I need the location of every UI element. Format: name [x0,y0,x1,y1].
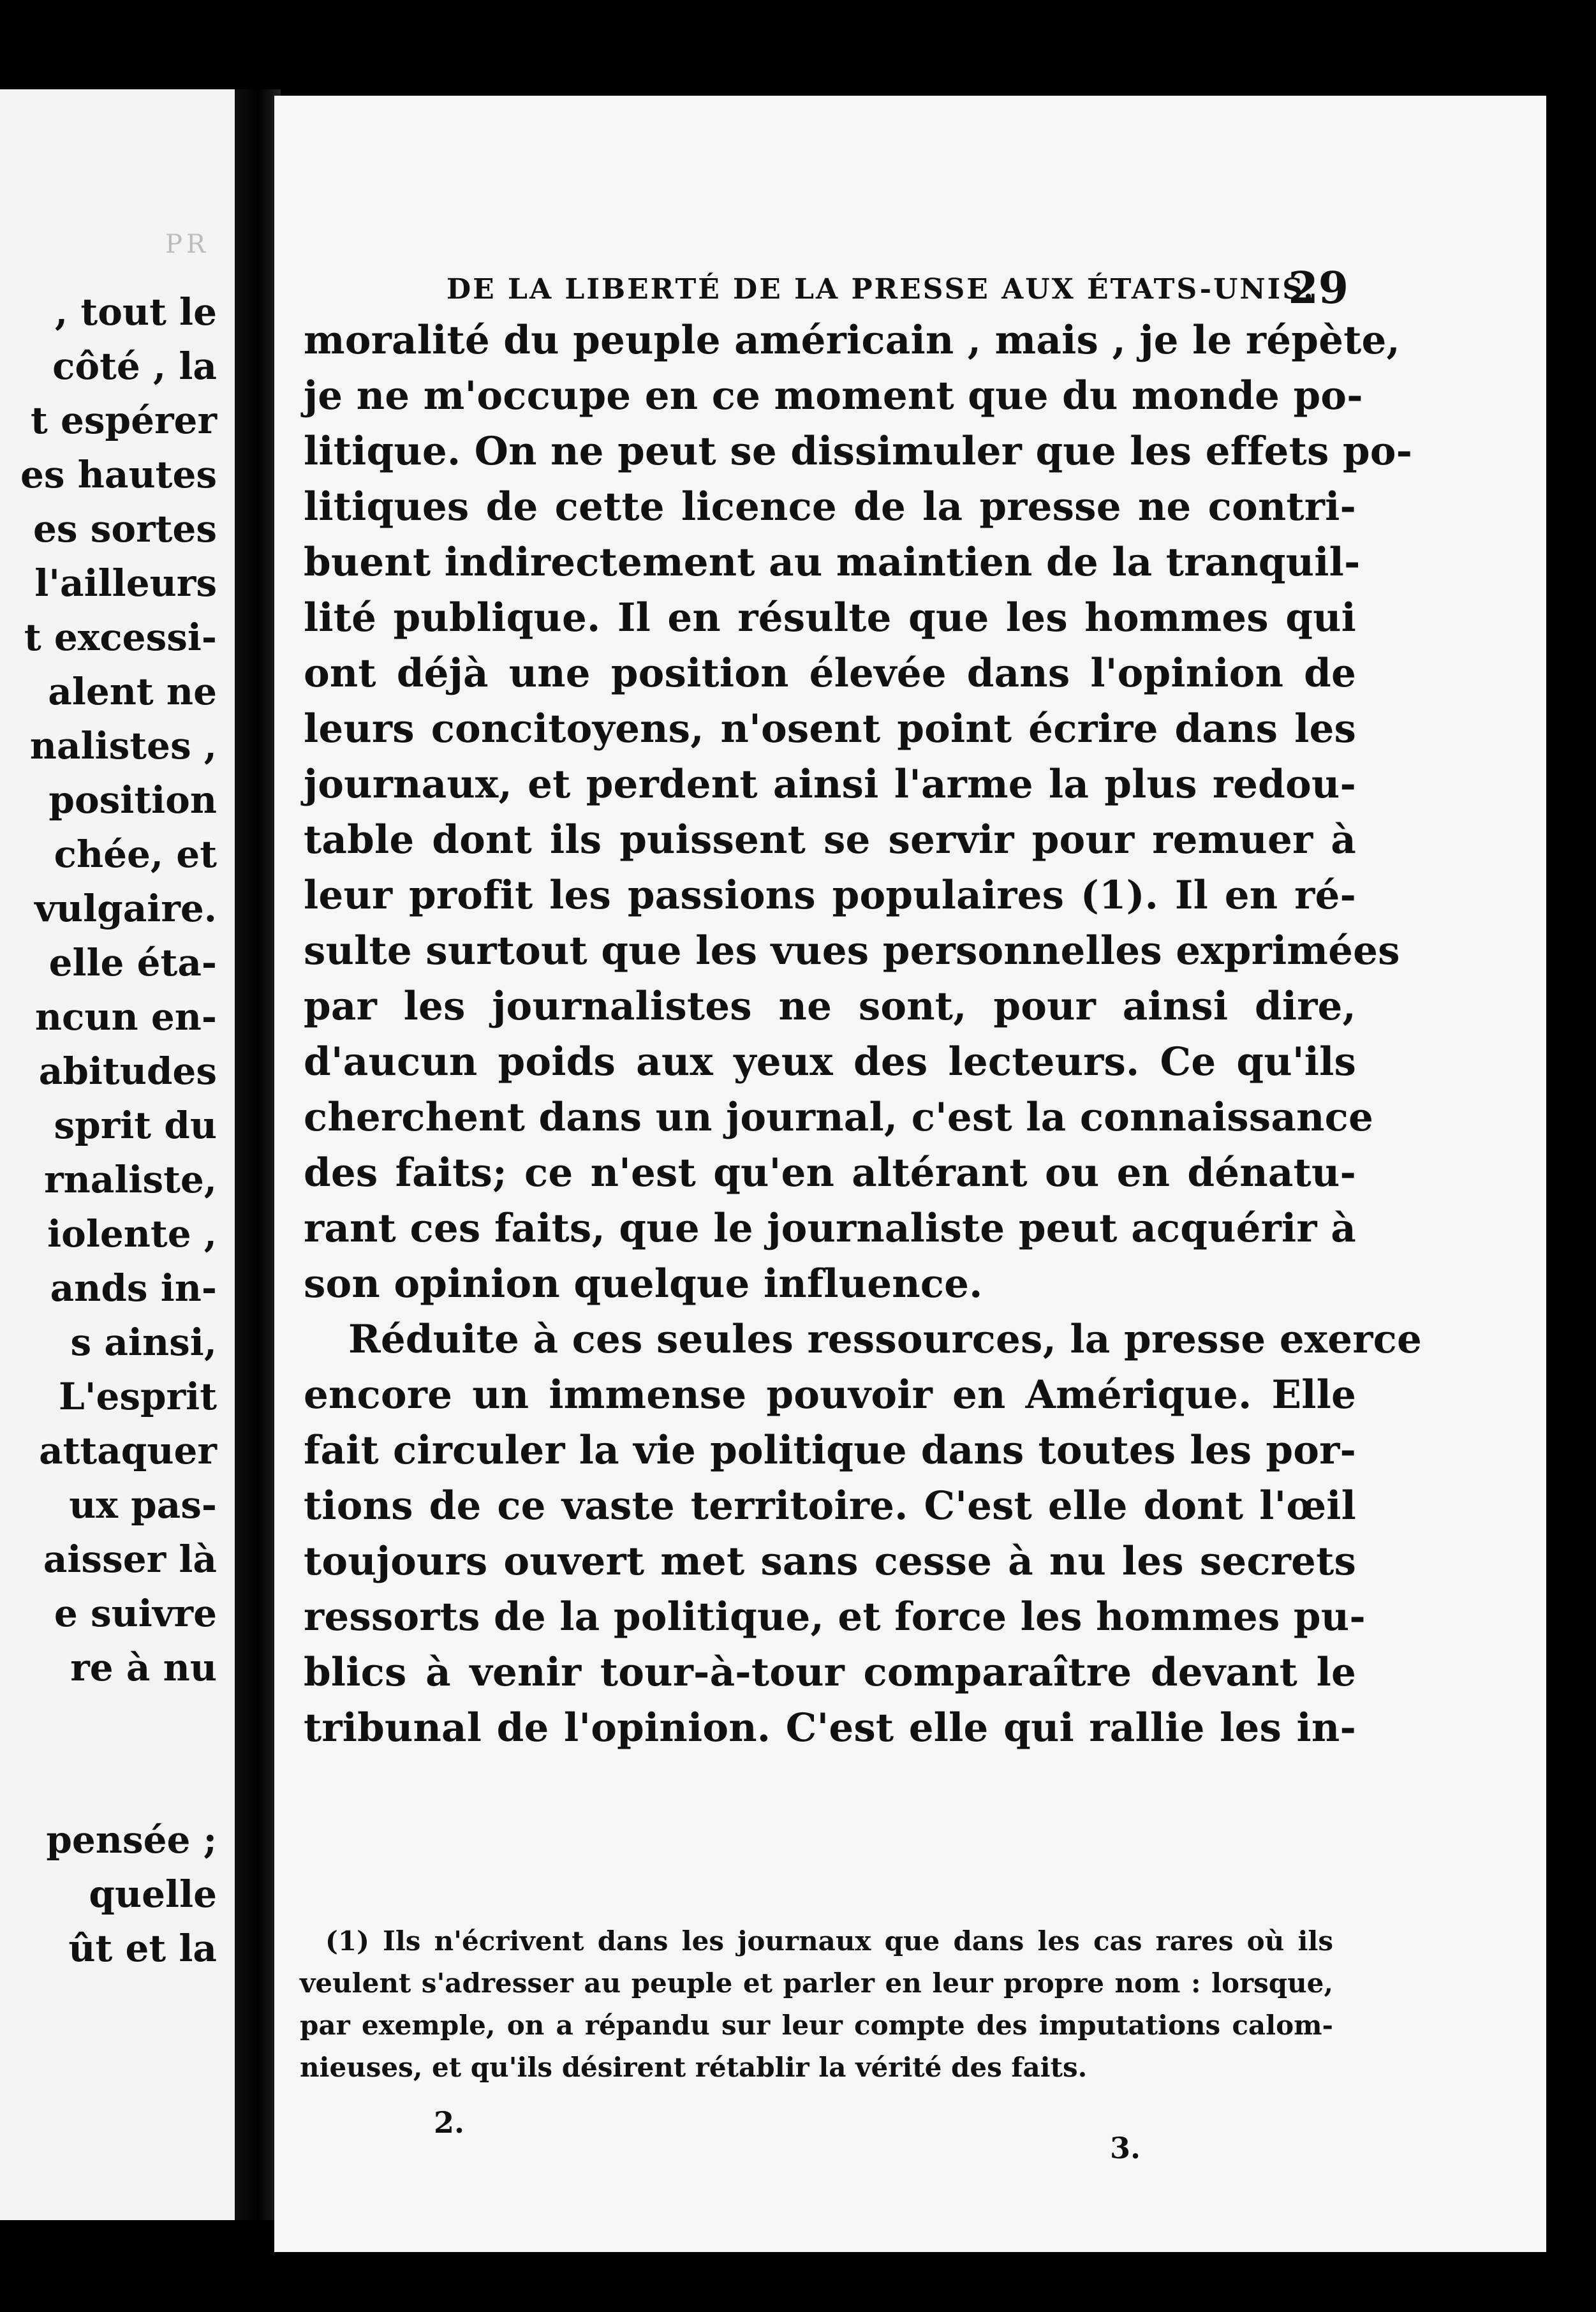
left-line: , tout le [55,290,217,334]
signature-mark-right: 3. [1110,2131,1141,2165]
left-line: ût et la [68,1927,217,1970]
text-line: tribunal de l'opinion. C'est elle qui rallie les in- [304,1705,1356,1751]
left-line: t excessi- [24,616,217,659]
footnote-line: (1) Ils n'écrivent dans les journaux que dans les cas rares où ils [325,1925,1333,1957]
left-line: côté , la [52,345,217,388]
left-line: l'ailleurs [34,561,217,605]
footnote [300,1920,1333,2089]
left-line: nalistes , [29,724,217,767]
left-page [0,89,235,2220]
left-running-head: PR [165,230,209,259]
text-line: leur profit les passions populaires (1). Il en ré- [304,873,1356,918]
text-line: encore un immense pouvoir en Amérique. Elle [304,1372,1356,1418]
text-line: sulte surtout que les vues personnelles exprimées [304,928,1400,974]
left-line: es hautes [20,453,217,496]
left-line: ncun en- [34,995,217,1039]
text-line: cherchent dans un journal, c'est la connaissance [304,1095,1373,1140]
left-line: ux pas- [69,1483,217,1527]
text-line: table dont ils puissent se servir pour remuer à [304,817,1356,863]
left-line: e suivre [54,1592,217,1635]
text-line: je ne m'occupe en ce moment que du monde po- [304,373,1363,419]
left-line: chée, et [54,833,217,876]
running-head: DE LA LIBERTÉ DE LA PRESSE AUX ÉTATS-UNIS. [447,273,1315,306]
left-line: iolente , [47,1212,217,1256]
text-line: litique. On ne peut se dissimuler que les effets po- [304,429,1413,474]
left-line: ands in- [50,1266,217,1310]
text-line: leurs concitoyens, n'osent point écrire dans les [304,706,1356,752]
left-line: rnaliste, [44,1158,217,1201]
text-line: journaux, et perdent ainsi l'arme la plus redou- [304,762,1356,807]
text-line: ressorts de la politique, et force les hommes pu- [304,1594,1366,1640]
text-line: son opinion quelque influence. [304,1261,983,1307]
left-line: position [48,778,217,822]
text-line: fait circuler la vie politique dans toutes les por- [304,1428,1356,1473]
text-line: par les journalistes ne sont, pour ainsi dire, [304,984,1356,1029]
left-line: L'esprit [58,1375,217,1418]
left-line: quelle [89,1872,217,1916]
text-line: ont déjà une position élevée dans l'opinion de [304,651,1356,696]
left-line: pensée ; [46,1818,217,1862]
text-line: rant ces faits, que le journaliste peut acquérir à [304,1206,1356,1251]
text-line: tions de ce vaste territoire. C'est elle dont l'œil [304,1483,1356,1529]
text-line: lité publique. Il en résulte que les hommes qui [304,595,1356,641]
left-line: t espérer [30,399,217,442]
left-line: elle éta- [48,941,217,984]
text-line: toujours ouvert met sans cesse à nu les secrets [304,1539,1356,1584]
left-line: abitudes [38,1049,217,1093]
body-text [304,313,1422,1756]
left-line: alent ne [48,670,217,713]
signature-mark-left: 2. [434,2105,465,2140]
text-line: litiques de cette licence de la presse ne contri- [304,484,1356,530]
left-line: vulgaire. [34,887,217,930]
right-page [274,96,1546,2252]
left-line: sprit du [54,1104,217,1147]
left-line: attaquer [39,1429,217,1472]
footnote-line: par exemple, on a répandu sur leur compte des imputations calom- [300,2010,1333,2041]
footnote-line: veulent s'adresser au peuple et parler en leur propre nom : lorsque, [300,1967,1333,1999]
text-line: buent indirectement au maintien de la tranquil- [304,540,1361,585]
left-line: aisser là [43,1538,217,1581]
text-line: d'aucun poids aux yeux des lecteurs. Ce qu'ils [304,1039,1356,1085]
footnote-line: nieuses, et qu'ils désirent rétablir la vérité des faits. [300,2052,1088,2083]
text-line: des faits; ce n'est qu'en altérant ou en dénatu- [304,1150,1356,1196]
left-line: es sortes [33,507,217,551]
page-number: 29 [1288,263,1348,314]
left-line: re à nu [70,1646,217,1689]
text-line: Réduite à ces seules ressources, la presse exerce [348,1317,1422,1362]
text-line: blics à venir tour-à-tour comparaître devant le [304,1650,1356,1695]
text-line: moralité du peuple américain , mais , je le répète, [304,318,1400,363]
left-line: s ainsi, [70,1321,217,1364]
